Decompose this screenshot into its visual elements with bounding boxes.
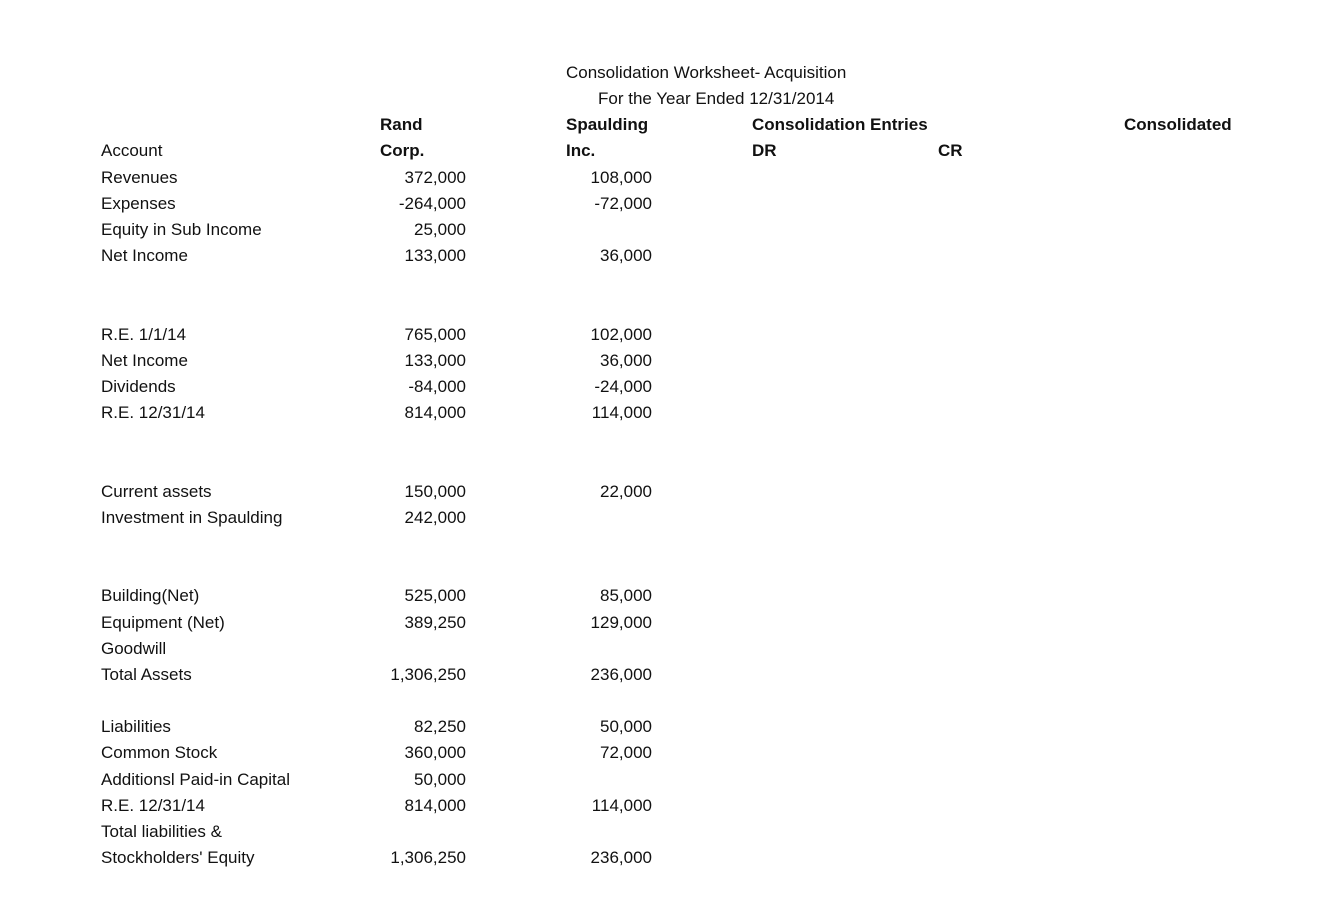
header-spaulding-line1: Spaulding	[566, 115, 649, 134]
account-label: Goodwill	[101, 639, 167, 658]
rand-value: -84,000	[408, 377, 466, 396]
spaulding-value: 36,000	[600, 246, 652, 265]
account-label: Current assets	[101, 482, 212, 501]
account-label: R.E. 12/31/14	[101, 403, 205, 422]
spaulding-value: 85,000	[600, 586, 652, 605]
account-label: R.E. 12/31/14	[101, 796, 205, 815]
spaulding-value: 36,000	[600, 351, 652, 370]
header-account: Account	[101, 141, 163, 160]
rand-value: 150,000	[404, 482, 466, 501]
account-label: Dividends	[101, 377, 176, 396]
header-consolidation-entries: Consolidation Entries	[752, 115, 928, 134]
rand-value: 50,000	[414, 770, 466, 789]
account-label: Net Income	[101, 246, 188, 265]
spaulding-value: 114,000	[591, 796, 652, 815]
account-label: Net Income	[101, 351, 188, 370]
account-label: R.E. 1/1/14	[101, 325, 187, 344]
account-label: Expenses	[101, 194, 176, 213]
account-label: Investment in Spaulding	[101, 508, 283, 527]
rand-value: 25,000	[414, 220, 466, 239]
spaulding-value: 236,000	[590, 848, 652, 867]
header-spaulding-line2: Inc.	[566, 141, 596, 160]
rand-value: 389,250	[404, 613, 466, 632]
header-consolidated: Consolidated	[1124, 115, 1232, 134]
spaulding-value: 108,000	[590, 168, 652, 187]
spaulding-value: 102,000	[590, 325, 652, 344]
account-label: Building(Net)	[101, 586, 200, 605]
account-label: Equity in Sub Income	[101, 220, 262, 239]
rand-value: 814,000	[404, 796, 466, 815]
account-label: Revenues	[101, 168, 178, 187]
account-label: Total Assets	[101, 665, 192, 684]
spaulding-value: -72,000	[594, 194, 652, 213]
rand-value: 82,250	[414, 717, 466, 736]
header-cr: CR	[938, 141, 963, 160]
spaulding-value: -24,000	[594, 377, 652, 396]
rand-value: 814,000	[404, 403, 466, 422]
spaulding-value: 236,000	[590, 665, 652, 684]
spaulding-value: 22,000	[600, 482, 652, 501]
account-label: Additionsl Paid-in Capital	[101, 770, 290, 789]
rand-value: 242,000	[404, 508, 466, 527]
rand-value: 372,000	[404, 168, 466, 187]
rand-value: 133,000	[404, 351, 466, 370]
rand-value: 1,306,250	[390, 665, 466, 684]
account-label: Liabilities	[101, 717, 171, 736]
worksheet-subtitle: For the Year Ended 12/31/2014	[598, 89, 835, 108]
spaulding-value: 129,000	[590, 613, 652, 632]
spaulding-value: 114,000	[591, 403, 652, 422]
header-rand-line1: Rand	[380, 115, 423, 134]
account-label: Total liabilities &	[101, 822, 222, 841]
rand-value: 1,306,250	[390, 848, 466, 867]
spaulding-value: 50,000	[600, 717, 652, 736]
rand-value: 133,000	[404, 246, 466, 265]
header-rand-line2: Corp.	[380, 141, 425, 160]
account-label: Equipment (Net)	[101, 613, 225, 632]
account-label: Common Stock	[101, 743, 218, 762]
spaulding-value: 72,000	[600, 743, 652, 762]
header-dr: DR	[752, 141, 777, 160]
worksheet-title: Consolidation Worksheet- Acquisition	[566, 63, 847, 82]
rand-value: 360,000	[404, 743, 466, 762]
rand-value: -264,000	[398, 194, 466, 213]
rand-value: 765,000	[404, 325, 466, 344]
rand-value: 525,000	[404, 586, 466, 605]
account-label: Stockholders' Equity	[101, 848, 255, 867]
